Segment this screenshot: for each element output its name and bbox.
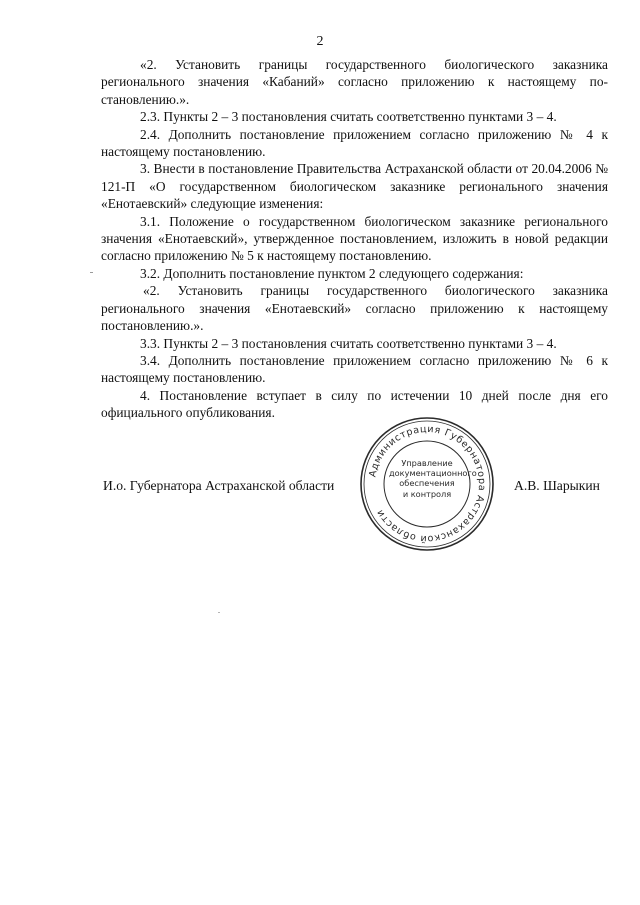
paragraph: 3.1. Положение о государственном биологическом заказнике регионального значения «Енотаевский», утвержденное постановлением, изложить в новой редакции согласно приложению № 5 к настоящему постановлению. [101,213,608,264]
document-body [101,56,608,422]
signer-name: А.В. Шарыкин [514,478,600,493]
paragraph: 2.3. Пункты 2 – 3 постановления считать соответственно пунктами 3 – 4. [140,109,557,125]
signer-position: И.о. Губернатора Астраханской области [103,478,335,493]
paragraph: 4. Постановление вступает в силу по истечении 10 дней после дня его официального опубликования. [101,387,608,421]
stamp-line: Управление [401,458,453,468]
paragraph: 3.2. Дополнить постановление пунктом 2 следующего содержания: [140,265,524,281]
paragraph: 3.3. Пункты 2 – 3 постановления считать соответственно пунктами 3 – 4. [140,335,557,351]
page-number: 2 [316,34,324,49]
stamp-line: документационного [389,468,477,479]
paragraph: «2. Установить границы государственного биологического заказника регионального значения «Енотаевский» согласно приложению к настоящему постановлению.». [101,283,608,334]
signature-block [0,478,640,498]
stamp-line: и контроля [402,488,452,499]
stamp-line: обеспечения [399,478,455,489]
scan-speck [90,272,93,273]
paragraph: 3.4. Дополнить постановление приложением согласно приложению № 6 к настоящему постановлению. [101,352,608,386]
scan-speck [218,612,220,613]
paragraph: «2. Установить границы государственного биологического заказника регионального значения «Кабаний» согласно приложению к настоящему постановлению.». [101,57,608,107]
official-stamp [355,412,499,556]
paragraph: 3. Внести в постановление Правительства Астраханской области от 20.04.2006 № 121-П «О государственном биологическом заказнике регионального значения «Енотаевский» следующие изменения: [101,161,608,212]
stamp-ring-text: Администрация Губернатора Астраханской области [367,423,488,545]
paragraph: 2.4. Дополнить постановление приложением согласно приложению № 4 к настоящему постановлению. [101,126,608,160]
stamp-center-text [389,458,477,499]
